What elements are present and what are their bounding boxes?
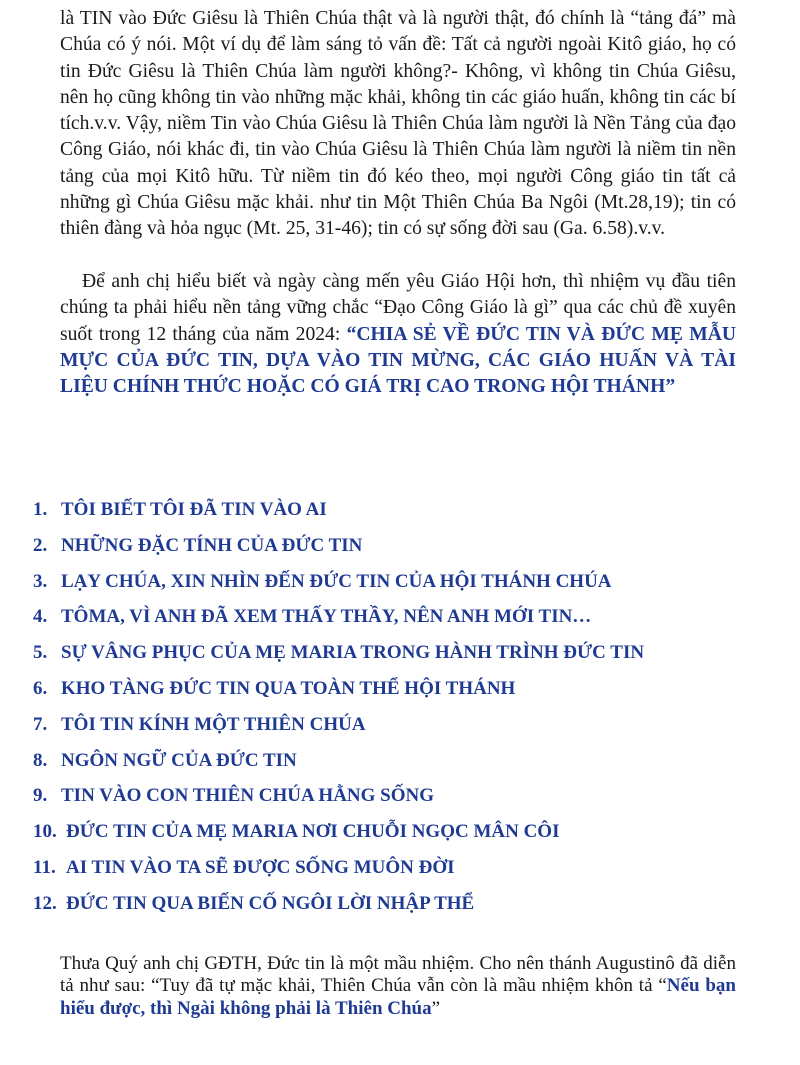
closing-quote-mark: ” (431, 997, 441, 1019)
topic-item (33, 854, 753, 890)
topic-number: 4. (33, 606, 48, 628)
topic-number: 1. (33, 499, 48, 520)
topic-number: 11. (33, 856, 56, 878)
topic-number: 3. (33, 570, 48, 592)
topic-number: 12. (33, 892, 57, 914)
topic-title: ĐỨC TIN CỦA MẸ MARIA NƠI CHUỖI NGỌC MÂN CÔI (66, 821, 560, 843)
topic-number: 5. (33, 642, 48, 664)
topic-number: 2. (33, 534, 48, 556)
paragraph-year-theme-intro: Để anh chị hiểu biết và ngày càng mến yêu Giáo Hội hơn, thì nhiệm vụ đầu tiên chúng ta phải hiểu nền tảng vững chắc “Đạo Công Giáo là gì” qua các chủ đề xuyên suốt trong 12 tháng của năm 2024: (60, 271, 736, 345)
topic-number: 7. (33, 713, 48, 735)
topic-number: 9. (33, 785, 48, 807)
topic-title: AI TIN VÀO TA SẼ ĐƯỢC SỐNG MUÔN ĐỜI (66, 856, 455, 878)
topic-item (33, 818, 753, 854)
topic-item (33, 532, 753, 568)
topic-item (33, 890, 753, 926)
topic-title: KHO TÀNG ĐỨC TIN QUA TOÀN THỂ HỘI THÁNH (61, 677, 516, 699)
topic-title: TÔI BIẾT TÔI ĐÃ TIN VÀO AI (61, 499, 327, 520)
paragraph-year-theme (60, 269, 736, 400)
topic-title: TÔMA, VÌ ANH ĐÃ XEM THẤY THẦY, NÊN ANH MỚI TIN… (61, 606, 592, 628)
topic-number: 10. (33, 821, 57, 843)
topic-title: ĐỨC TIN QUA BIẾN CỐ NGÔI LỜI NHẬP THỂ (66, 892, 475, 914)
topic-number: 6. (33, 677, 48, 699)
topic-title: TÔI TIN KÍNH MỘT THIÊN CHÚA (61, 713, 366, 735)
topic-title: NHỮNG ĐẶC TÍNH CỦA ĐỨC TIN (61, 534, 363, 556)
paragraph-mystery-of-faith (60, 953, 736, 1020)
topic-item (33, 747, 753, 783)
topic-title: TIN VÀO CON THIÊN CHÚA HẰNG SỐNG (61, 785, 435, 807)
topic-title: SỰ VÂNG PHỤC CỦA MẸ MARIA TRONG HÀNH TRÌNH ĐỨC TIN (61, 642, 645, 664)
paragraph-mystery-intro: Thưa Quý anh chị GĐTH, Đức tin là một mầu nhiệm. Cho nên thánh Augustinô đã diễn tả như sau: “Tuy đã tự mặc khải, Thiên Chúa vẫn còn là mầu nhiệm khôn tả “ (60, 953, 736, 997)
topic-item (33, 639, 753, 675)
topic-item (33, 496, 753, 532)
topic-title: LẠY CHÚA, XIN NHÌN ĐẾN ĐỨC TIN CỦA HỘI THÁNH CHÚA (61, 570, 612, 592)
topic-item (33, 711, 753, 747)
topic-title: NGÔN NGỮ CỦA ĐỨC TIN (61, 749, 297, 771)
topic-item (33, 568, 753, 604)
paragraph-faith-foundation: là TIN vào Đức Giêsu là Thiên Chúa thật và là người thật, đó chính là “tảng đá” mà Chúa có ý nói. Một ví dụ để làm sáng tỏ vấn đề: Tất cả người ngoài Kitô giáo, họ có tin Đức Giêsu là Thiên Chúa làm người không?- Không, vì không tin Chúa Giêsu, nên họ cũng không tin vào những mặc khải, không tin các giáo huấn, không tin các bí tích.v.v. Vậy, niềm Tin vào Chúa Giêsu là Thiên Chúa làm người là Nền Tảng của đạo Công Giáo, nói khác đi, tin vào Chúa Giêsu là Thiên Chúa làm người là niềm tin nền tảng của mọi Kitô hữu. Từ niềm tin đó kéo theo, mọi người Công giáo tin tất cả những gì Chúa Giêsu mặc khải. như tin Một Thiên Chúa Ba Ngôi (Mt.28,19); tin có thiên đàng và hỏa ngục (Mt. 25, 31-46); tin có sự sống đời sau (Ga. 6.58).v.v. (60, 8, 736, 240)
topic-item (33, 603, 753, 639)
topic-item (33, 782, 753, 818)
topic-list (33, 496, 753, 926)
augustine-quote: Nếu bạn hiểu được, thì Ngài không phải là Thiên Chúa (60, 975, 736, 1019)
topic-item (33, 675, 753, 711)
year-theme-highlight: “CHIA SẺ VỀ ĐỨC TIN VÀ ĐỨC MẸ MẪU MỰC CỦA ĐỨC TIN, DỰA VÀO TIN MỪNG, CÁC GIÁO HUẤN VÀ TÀI LIỆU CHÍNH THỨC HOẶC CÓ GIÁ TRỊ CAO TRONG HỘI THÁNH” (60, 323, 736, 398)
topic-number: 8. (33, 749, 48, 771)
